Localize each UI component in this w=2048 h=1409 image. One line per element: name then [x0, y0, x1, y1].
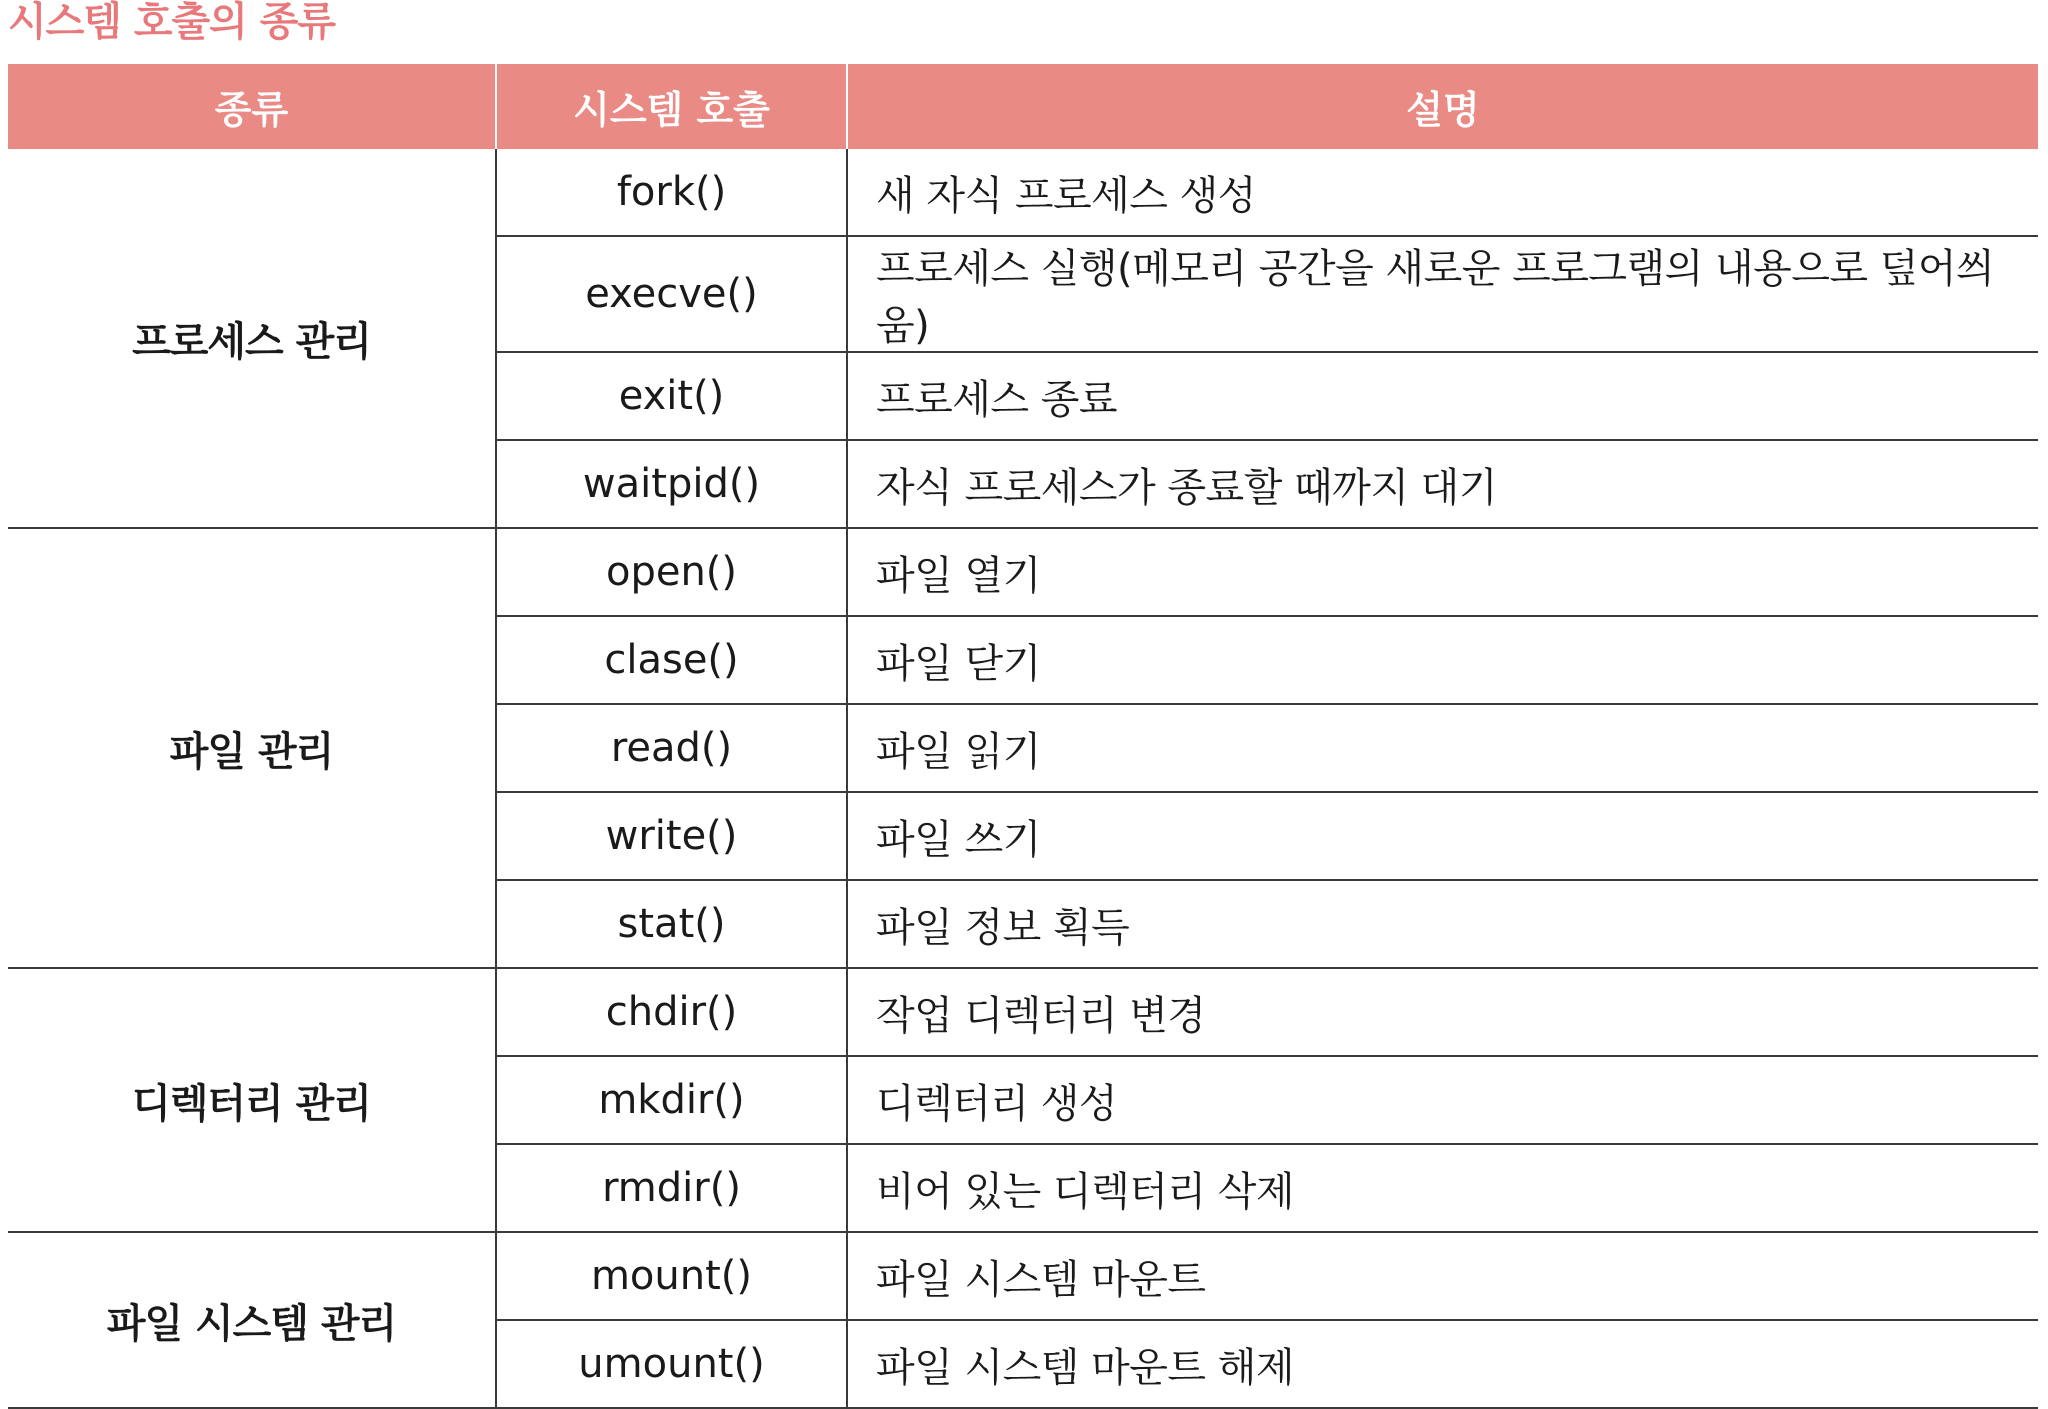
syscall-cell: clase()	[496, 616, 847, 704]
category-cell: 프로세스 관리	[8, 149, 496, 528]
category-cell: 파일 시스템 관리	[8, 1232, 496, 1408]
table-row	[8, 528, 2038, 616]
table-header	[8, 64, 2038, 149]
header-description: 설명	[847, 64, 2038, 149]
syscall-cell: exit()	[496, 352, 847, 440]
table-row	[8, 1232, 2038, 1320]
description-cell: 파일 열기	[847, 528, 2038, 616]
syscall-cell: chdir()	[496, 968, 847, 1056]
description-cell: 파일 닫기	[847, 616, 2038, 704]
syscall-cell: read()	[496, 704, 847, 792]
header-row	[8, 64, 2038, 149]
description-cell: 파일 쓰기	[847, 792, 2038, 880]
syscall-cell: waitpid()	[496, 440, 847, 528]
table-row	[8, 968, 2038, 1056]
category-cell: 파일 관리	[8, 528, 496, 968]
syscall-cell: rmdir()	[496, 1144, 847, 1232]
description-cell: 파일 시스템 마운트	[847, 1232, 2038, 1320]
description-cell: 파일 읽기	[847, 704, 2038, 792]
syscall-cell: mount()	[496, 1232, 847, 1320]
header-syscall: 시스템 호출	[496, 64, 847, 149]
syscall-table	[8, 64, 2038, 1409]
category-cell: 디렉터리 관리	[8, 968, 496, 1232]
page-title: 시스템 호출의 종류	[8, 0, 335, 45]
syscall-cell: umount()	[496, 1320, 847, 1408]
syscall-cell: execve()	[496, 236, 847, 352]
syscall-cell: mkdir()	[496, 1056, 847, 1144]
description-cell: 작업 디렉터리 변경	[847, 968, 2038, 1056]
header-category: 종류	[8, 64, 496, 149]
description-cell: 프로세스 실행(메모리 공간을 새로운 프로그램의 내용으로 덮어씌움)	[847, 236, 2038, 352]
description-cell: 파일 정보 획득	[847, 880, 2038, 968]
description-cell: 디렉터리 생성	[847, 1056, 2038, 1144]
syscall-cell: open()	[496, 528, 847, 616]
description-cell: 파일 시스템 마운트 해제	[847, 1320, 2038, 1408]
syscall-cell: write()	[496, 792, 847, 880]
description-cell: 비어 있는 디렉터리 삭제	[847, 1144, 2038, 1232]
syscall-cell: stat()	[496, 880, 847, 968]
description-cell: 프로세스 종료	[847, 352, 2038, 440]
description-cell: 자식 프로세스가 종료할 때까지 대기	[847, 440, 2038, 528]
table-body	[8, 149, 2038, 1408]
syscall-cell: fork()	[496, 149, 847, 236]
table-row	[8, 149, 2038, 236]
description-cell: 새 자식 프로세스 생성	[847, 149, 2038, 236]
